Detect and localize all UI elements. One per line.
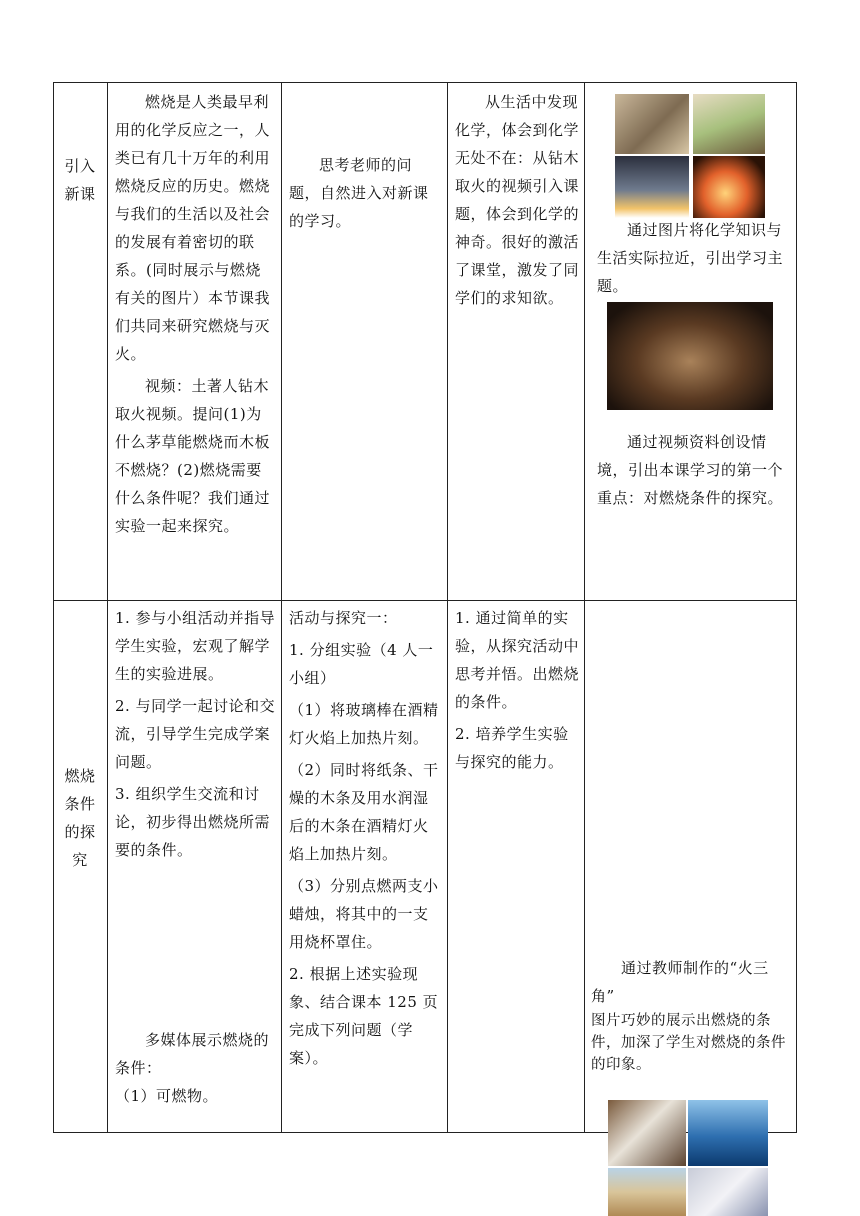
- table-border-left: [53, 82, 54, 1133]
- teacher-item: 多媒体展示燃烧的条件：: [115, 1031, 270, 1077]
- cotton-image: [608, 1100, 686, 1166]
- teacher-item: 3. 组织学生交流和讨论，初步得出燃烧所需要的条件。: [115, 785, 271, 859]
- media-note-text: 通过视频资料创设情境，引出本课学习的第一个重点：对燃烧条件的探究。: [597, 433, 784, 507]
- student-item: 活动与探究一：: [289, 609, 398, 627]
- stage-label: 引入新课: [64, 157, 96, 203]
- student-item: （3）分别点燃两支小蜡烛，将其中的一支用烧杯罩住。: [289, 877, 439, 951]
- column-divider: [584, 82, 585, 1133]
- student-item: 1. 分组实验（4 人一小组）: [289, 641, 434, 687]
- cave-painting-image: [615, 94, 689, 154]
- design-intent-cell: [455, 604, 579, 780]
- media-note-text: 通过教师制作的“火三角”: [591, 959, 769, 1005]
- teacher-paragraph: 燃烧是人类最早利用的化学反应之一，人类已有几十万年的利用燃烧反应的历史。燃烧与我们的生活以及社会的发展有着密切的联系。(同时展示与燃烧有关的图片）本节课我们共同来研究燃烧与灭火。: [115, 93, 271, 363]
- teacher-paragraph: 视频：土著人钻木取火视频。提问(1)为什么茅草能燃烧而木板不燃烧？(2)燃烧需要什么条件呢？我们通过实验一起来探究。: [115, 377, 271, 535]
- student-item: （1）将玻璃棒在酒精灯火焰上加热片刻。: [289, 701, 439, 747]
- desert-image: [608, 1168, 686, 1216]
- media-note-text: 通过图片将化学知识与生活实际拉近，引出学习主题。: [597, 221, 784, 295]
- media-note-text: 图片巧妙的展示出燃烧的条件，加深了学生对燃烧的条件的印象。: [591, 1013, 786, 1073]
- matches-box-image: [688, 1168, 768, 1216]
- table-border-right: [796, 82, 797, 1133]
- student-activity-cell: [289, 151, 441, 239]
- lesson-plan-table: [53, 82, 797, 1133]
- media-note: [597, 216, 789, 300]
- sea-sky-image: [688, 1100, 768, 1166]
- student-item: （2）同时将纸条、干燥的木条及用水润湿后的木条在酒精灯火焰上加热片刻。: [289, 761, 439, 863]
- row-divider: [53, 600, 797, 601]
- teacher-item: 1. 参与小组活动并指导学生实验，宏观了解学生的实验进展。: [115, 609, 276, 683]
- flame-image: [693, 156, 765, 218]
- media-cell: [591, 82, 791, 600]
- stage-label: 燃烧条件的探究: [64, 767, 96, 869]
- teacher-activity-cell: [115, 604, 277, 1124]
- stage-cell: [59, 152, 101, 208]
- teacher-activity-cell: [115, 88, 275, 544]
- media-note: [597, 428, 789, 512]
- intent-item: 2. 培养学生实验与探究的能力。: [455, 725, 569, 771]
- teacher-item: （1）可燃物。: [115, 1087, 219, 1105]
- drilling-wood-fire-video-image: [607, 302, 773, 410]
- student-item: 2. 根据上述实验现象、结合课本 125 页完成下列问题（学案）。: [289, 965, 439, 1067]
- primitive-fire-image: [693, 94, 765, 154]
- teacher-item: 2. 与同学一起讨论和交流，引导学生完成学案问题。: [115, 697, 276, 771]
- column-divider: [447, 82, 448, 1133]
- rocket-launch-image: [615, 156, 689, 218]
- column-divider: [107, 82, 108, 1133]
- student-activity-cell: [289, 604, 443, 1076]
- intent-item: 1. 通过简单的实验，从探究活动中思考并悟。出燃烧的条件。: [455, 609, 580, 711]
- student-paragraph: 思考老师的问题，自然进入对新课的学习。: [289, 156, 429, 230]
- design-intent-cell: [455, 88, 579, 316]
- intent-paragraph: 从生活中发现化学，体会到化学无处不在：从钻木取火的视频引入课题，体会到化学的神奇。很好的激活了课堂，激发了同学们的求知欲。: [455, 93, 580, 307]
- column-divider: [281, 82, 282, 1133]
- stage-cell: [59, 762, 101, 874]
- media-cell: [591, 954, 791, 1076]
